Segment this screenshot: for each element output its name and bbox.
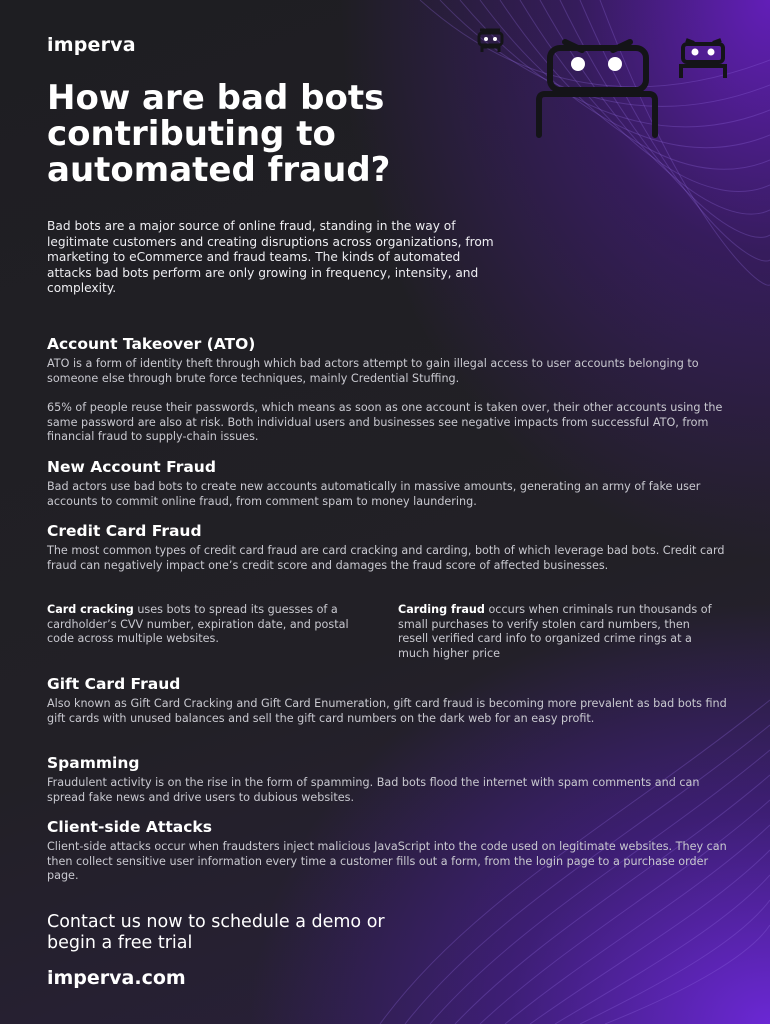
carding-fraud-term: Carding fraud	[398, 603, 485, 616]
section-title-spamming: Spamming	[47, 754, 140, 772]
intro-paragraph: Bad bots are a major source of online fraud, standing in the way of legitimate customers and creating disruptions across organizations, from marketing to eCommerce and fraud teams. The kinds of automated attacks bad bots perform are only growing in frequency, intensity, and complexity.	[47, 219, 494, 296]
credit-card-fraud-paragraph: The most common types of credit card fraud are card cracking and carding, both of which leverage bad bots. Credit card fraud can negatively impact one’s credit score and damages the fraud score of affected businesses.	[47, 544, 725, 572]
call-to-action: Contact us now to schedule a demo or begin a free trial	[47, 912, 385, 953]
card-cracking-term: Card cracking	[47, 603, 134, 616]
section-title-ato: Account Takeover (ATO)	[47, 335, 256, 353]
website-link[interactable]: imperva.com	[47, 967, 186, 989]
ato-paragraph-1: ATO is a form of identity theft through which bad actors attempt to gain illegal access to user accounts belonging to someone else through brute force techniques, mainly Credential Stuffing.	[47, 357, 699, 385]
client-side-attacks-paragraph: Client-side attacks occur when fraudsters inject malicious JavaScript into the code used on legitimate websites. They can then collect sensitive user information every time a customer fills out a form, from the login page to a purchase order page.	[47, 840, 727, 883]
gift-card-fraud-paragraph: Also known as Gift Card Cracking and Gift Card Enumeration, gift card fraud is becoming more prevalent as bad bots find gift cards with unused balances and sell the gift card numbers on the dark web for an easy profit.	[47, 697, 727, 725]
carding-fraud-description: occurs when criminals run thousands of small purchases to verify stolen card numbers, then resell verified card info to organized crime rings at a much higher price	[398, 603, 712, 660]
ato-paragraph-2: 65% of people reuse their passwords, which means as soon as one account is taken over, their other accounts using the same password are also at risk. Both individual users and businesses see negative impacts from successful ATO, from financial fraud to supply-chain issues.	[47, 401, 723, 444]
robot-icon-large	[539, 42, 655, 135]
carding-fraud-column	[398, 603, 723, 661]
card-cracking-column	[47, 603, 367, 647]
section-title-client-side-attacks: Client-side Attacks	[47, 818, 212, 836]
section-title-credit-card-fraud: Credit Card Fraud	[47, 522, 202, 540]
section-title-gift-card-fraud: Gift Card Fraud	[47, 675, 181, 693]
imperva-logo: imperva	[47, 34, 136, 56]
robot-icon-small-left	[479, 30, 502, 52]
spamming-paragraph: Fraudulent activity is on the rise in the form of spamming. Bad bots flood the internet with spam comments and can spread fake news and drive users to dubious websites.	[47, 776, 700, 804]
new-account-fraud-paragraph: Bad actors use bad bots to create new accounts automatically in massive amounts, generating an army of fake user accounts to commit online fraud, from comment spam to money laundering.	[47, 480, 701, 508]
robot-icon-small-right	[681, 40, 725, 78]
page-title: How are bad bots contributing to automated fraud?	[47, 78, 391, 190]
card-cracking-description: uses bots to spread its guesses of a cardholder’s CVV number, expiration date, and postal code across multiple websites.	[47, 603, 349, 646]
section-title-new-account-fraud: New Account Fraud	[47, 458, 216, 476]
